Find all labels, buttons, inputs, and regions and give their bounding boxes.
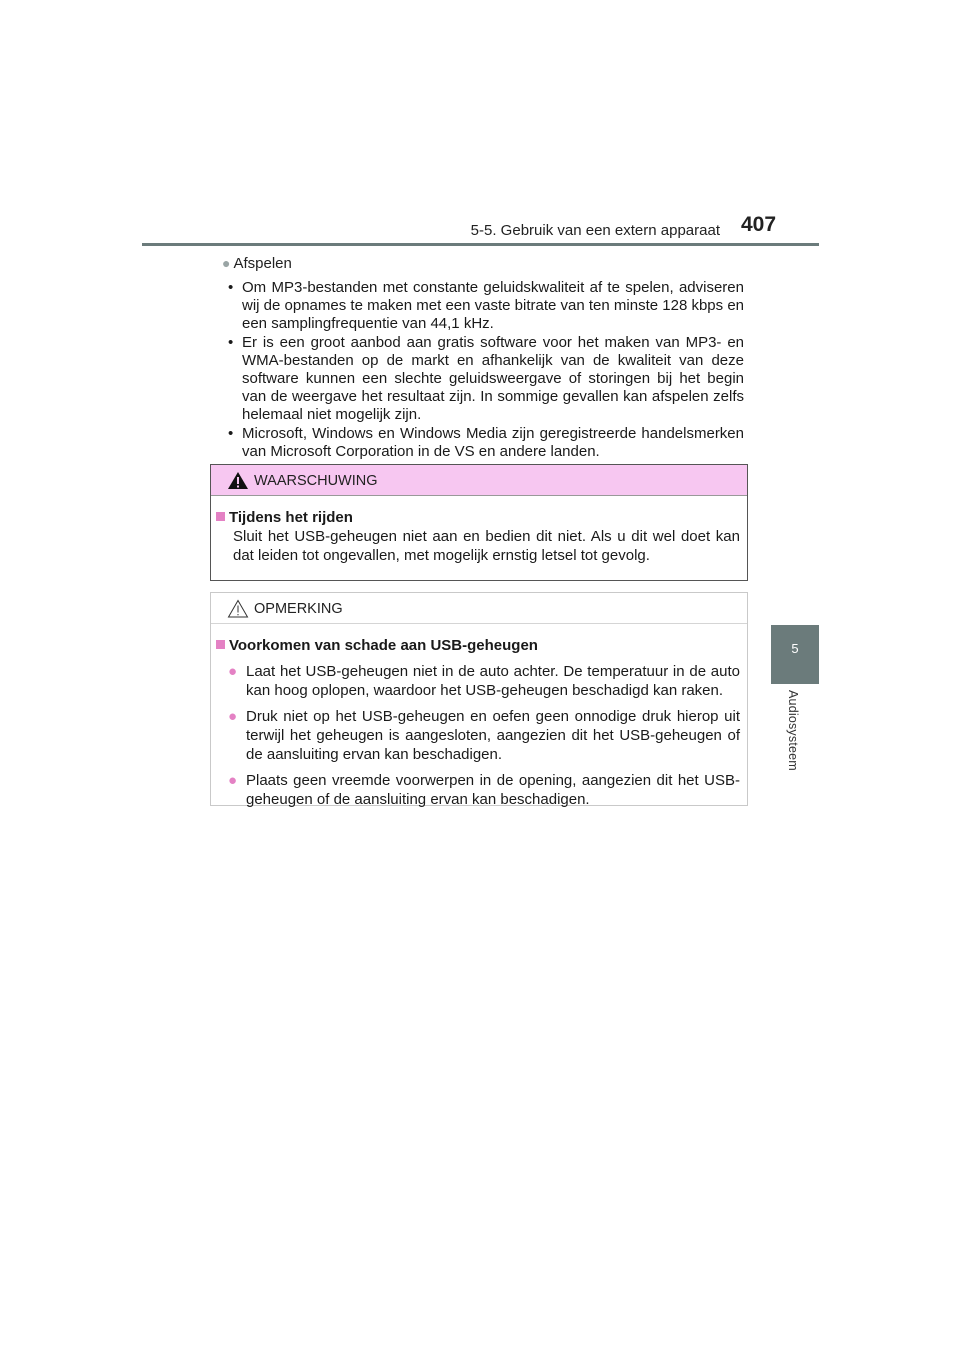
- chapter-tab: [771, 625, 819, 684]
- warning-body: [211, 496, 747, 565]
- list-item: • Microsoft, Windows en Windows Media zijn geregistreerde handelsmerken van Microsoft Corporation in de VS en andere landen.: [228, 425, 744, 461]
- notice-box: [210, 592, 748, 806]
- bullet-dot-icon: ●: [222, 255, 231, 271]
- notice-header: [211, 593, 747, 624]
- warning-triangle-filled-icon: [227, 471, 249, 490]
- notice-label: OPMERKING: [254, 601, 343, 617]
- playback-list: [228, 279, 744, 461]
- caution-triangle-outline-icon: [227, 599, 249, 618]
- pink-dot-icon: ●: [228, 708, 238, 725]
- list-item: • Er is een groot aanbod aan gratis software voor het maken van MP3- en WMA-bestanden op de markt en afhankelijk van de kwaliteit van deze software kunnen een slechte geluidsweergave of storingen bij het begin van de weergave het resultaat zijn. In sommige gevallen kan afspelen zelfs helemaal niet mogelijk zijn.: [228, 334, 744, 425]
- pink-dot-icon: ●: [228, 772, 238, 789]
- warning-box: [210, 464, 748, 581]
- pink-square-icon: [216, 512, 225, 521]
- chapter-label: Audiosysteem: [786, 690, 800, 771]
- chapter-label-container: [764, 690, 824, 780]
- warning-title: Tijdens het rijden: [229, 509, 353, 526]
- list-item-text: Laat het USB-geheugen niet in de auto achter. De temperatuur in de auto kan hoog oplopen, waardoor het USB-geheugen beschadigd kan raken.: [246, 663, 740, 699]
- notice-body: [211, 624, 747, 809]
- notice-title: Voorkomen van schade aan USB-geheugen: [229, 637, 538, 654]
- header-rule: [142, 243, 819, 246]
- playback-heading: [222, 255, 292, 272]
- playback-heading-text: Afspelen: [233, 255, 292, 272]
- list-item: [216, 707, 740, 764]
- warning-label: WAARSCHUWING: [254, 473, 378, 489]
- warning-header: [211, 465, 747, 496]
- page-number: 407: [741, 213, 777, 236]
- pink-dot-icon: ●: [228, 663, 238, 680]
- pink-square-icon: [216, 640, 225, 649]
- list-item-text: Plaats geen vreemde voorwerpen in de opening, aangezien dit het USB-geheugen of de aansluiting ervan kan beschadigen.: [246, 772, 740, 808]
- warning-text: Sluit het USB-geheugen niet aan en bedien dit niet. Als u dit wel doet kan dat leiden tot ongevallen, met mogelijk ernstig letsel tot gevolg.: [233, 528, 740, 564]
- list-item: [216, 662, 740, 700]
- list-item: [216, 771, 740, 809]
- chapter-number: 5: [791, 641, 799, 656]
- list-item-text: Druk niet op het USB-geheugen en oefen geen onnodige druk hierop uit terwijl het geheugen is aangesloten, aangezien dit het USB-geheugen of de aansluiting ervan kan beschadigen.: [246, 708, 740, 763]
- list-item: • Om MP3-bestanden met constante geluidskwaliteit af te spelen, adviseren wij de opnames te maken met een vaste bitrate van ten minste 128 kbps en een samplingfrequentie van 44,1 kHz.: [228, 279, 744, 334]
- section-title: 5-5. Gebruik van een extern apparaat: [470, 222, 720, 239]
